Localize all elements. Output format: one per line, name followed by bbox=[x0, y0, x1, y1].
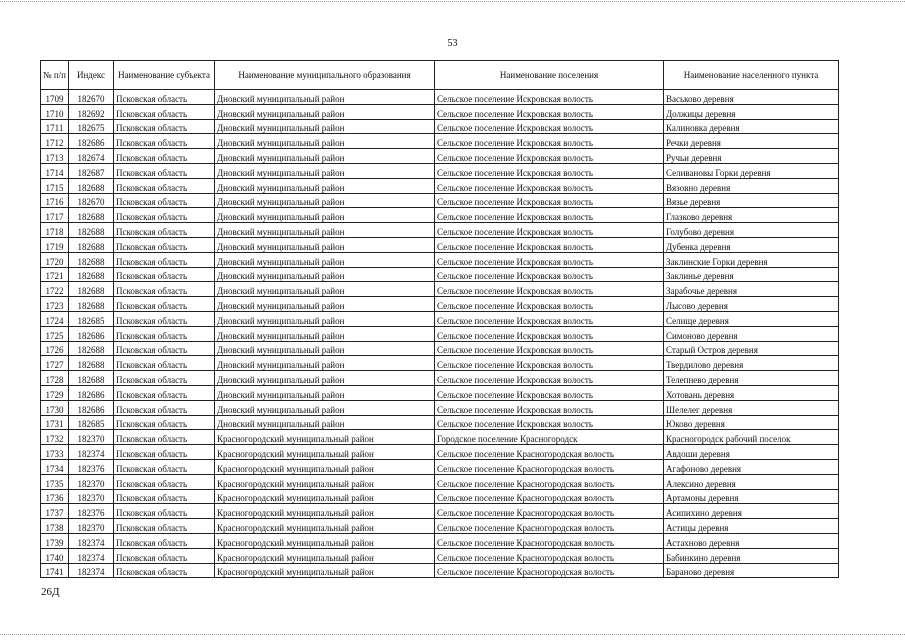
subject-name: Псковская область bbox=[114, 119, 215, 134]
municipality-name: Красногородский муниципальный район bbox=[215, 519, 435, 534]
subject-name: Псковская область bbox=[114, 415, 215, 430]
subject-name: Псковская область bbox=[114, 489, 215, 504]
locality-name: Симоново деревня bbox=[664, 326, 839, 341]
locality-name: Авдоши деревня bbox=[664, 445, 839, 460]
table-row bbox=[41, 371, 839, 386]
row-number: 1724 bbox=[41, 311, 69, 326]
row-number: 1716 bbox=[41, 193, 69, 208]
settlement-name: Сельское поселение Красногородская волость bbox=[435, 519, 664, 534]
subject-name: Псковская область bbox=[114, 104, 215, 119]
postal-index: 182370 bbox=[69, 430, 114, 445]
municipality-name: Дновский муниципальный район bbox=[215, 178, 435, 193]
settlement-name: Сельское поселение Искровская волость bbox=[435, 178, 664, 193]
municipality-name: Дновский муниципальный район bbox=[215, 104, 435, 119]
municipality-name: Дновский муниципальный район bbox=[215, 297, 435, 312]
municipality-name: Красногородский муниципальный район bbox=[215, 548, 435, 563]
locality-name: Хотовань деревня bbox=[664, 385, 839, 400]
settlement-name: Сельское поселение Красногородская волость bbox=[435, 489, 664, 504]
settlement-name: Сельское поселение Искровская волость bbox=[435, 134, 664, 149]
settlement-name: Городское поселение Красногородск bbox=[435, 430, 664, 445]
settlement-name: Сельское поселение Красногородская волость bbox=[435, 563, 664, 578]
settlement-name: Сельское поселение Искровская волость bbox=[435, 163, 664, 178]
municipality-name: Красногородский муниципальный район bbox=[215, 533, 435, 548]
table-row bbox=[41, 400, 839, 415]
subject-name: Псковская область bbox=[114, 149, 215, 164]
row-number: 1731 bbox=[41, 415, 69, 430]
subject-name: Псковская область bbox=[114, 252, 215, 267]
locality-name: Твердилово деревня bbox=[664, 356, 839, 371]
table-row bbox=[41, 356, 839, 371]
row-number: 1729 bbox=[41, 385, 69, 400]
page-number: 53 bbox=[447, 38, 458, 49]
table-row bbox=[41, 341, 839, 356]
subject-name: Псковская область bbox=[114, 267, 215, 282]
table-row bbox=[41, 533, 839, 548]
row-number: 1739 bbox=[41, 533, 69, 548]
postal-index: 182688 bbox=[69, 341, 114, 356]
locality-name: Лысово деревня bbox=[664, 297, 839, 312]
table-row bbox=[41, 489, 839, 504]
locality-name: Васьково деревня bbox=[664, 90, 839, 105]
subject-name: Псковская область bbox=[114, 193, 215, 208]
municipality-name: Дновский муниципальный район bbox=[215, 193, 435, 208]
postal-index: 182670 bbox=[69, 90, 114, 105]
municipality-name: Дновский муниципальный район bbox=[215, 119, 435, 134]
subject-name: Псковская область bbox=[114, 371, 215, 386]
postal-index: 182686 bbox=[69, 326, 114, 341]
postal-index: 182688 bbox=[69, 297, 114, 312]
locality-name: Асипихино деревня bbox=[664, 504, 839, 519]
municipality-name: Дновский муниципальный район bbox=[215, 356, 435, 371]
locality-name: Зарабочье деревня bbox=[664, 282, 839, 297]
municipality-name: Красногородский муниципальный район bbox=[215, 445, 435, 460]
table-row bbox=[41, 104, 839, 119]
locality-name: Вязье деревня bbox=[664, 193, 839, 208]
row-number: 1738 bbox=[41, 519, 69, 534]
municipality-name: Дновский муниципальный район bbox=[215, 90, 435, 105]
subject-name: Псковская область bbox=[114, 459, 215, 474]
row-number: 1736 bbox=[41, 489, 69, 504]
row-number: 1741 bbox=[41, 563, 69, 578]
postal-index: 182688 bbox=[69, 223, 114, 238]
scan-edge-top bbox=[0, 1, 905, 2]
locality-name: Голубово деревня bbox=[664, 223, 839, 238]
locality-name: Селище деревня bbox=[664, 311, 839, 326]
row-number: 1721 bbox=[41, 267, 69, 282]
postal-index: 182688 bbox=[69, 252, 114, 267]
locality-name: Старый Остров деревня bbox=[664, 341, 839, 356]
locality-name: Астицы деревня bbox=[664, 519, 839, 534]
settlement-name: Сельское поселение Красногородская волость bbox=[435, 459, 664, 474]
subject-name: Псковская область bbox=[114, 400, 215, 415]
postal-index: 182674 bbox=[69, 149, 114, 164]
municipality-name: Дновский муниципальный район bbox=[215, 371, 435, 386]
subject-name: Псковская область bbox=[114, 519, 215, 534]
locality-name: Алексино деревня bbox=[664, 474, 839, 489]
settlement-name: Сельское поселение Искровская волость bbox=[435, 297, 664, 312]
settlement-name: Сельское поселение Красногородская волость bbox=[435, 474, 664, 489]
locality-name: Шелелег деревня bbox=[664, 400, 839, 415]
subject-name: Псковская область bbox=[114, 208, 215, 223]
table-row bbox=[41, 208, 839, 223]
subject-name: Псковская область bbox=[114, 548, 215, 563]
header-index: Индекс bbox=[69, 61, 114, 90]
municipality-name: Дновский муниципальный район bbox=[215, 237, 435, 252]
municipality-name: Дновский муниципальный район bbox=[215, 311, 435, 326]
subject-name: Псковская область bbox=[114, 326, 215, 341]
postal-index: 182692 bbox=[69, 104, 114, 119]
municipality-name: Красногородский муниципальный район bbox=[215, 489, 435, 504]
locality-name: Бараново деревня bbox=[664, 563, 839, 578]
postal-index: 182686 bbox=[69, 385, 114, 400]
municipality-name: Красногородский муниципальный район bbox=[215, 430, 435, 445]
municipality-name: Красногородский муниципальный район bbox=[215, 459, 435, 474]
row-number: 1712 bbox=[41, 134, 69, 149]
postal-index: 182675 bbox=[69, 119, 114, 134]
subject-name: Псковская область bbox=[114, 533, 215, 548]
locality-name: Глазково деревня bbox=[664, 208, 839, 223]
locality-name: Ручьи деревня bbox=[664, 149, 839, 164]
table-header bbox=[41, 61, 839, 90]
settlement-name: Сельское поселение Искровская волость bbox=[435, 252, 664, 267]
row-number: 1713 bbox=[41, 149, 69, 164]
table-row bbox=[41, 504, 839, 519]
postal-index: 182370 bbox=[69, 474, 114, 489]
locality-name: Агафоново деревня bbox=[664, 459, 839, 474]
settlement-name: Сельское поселение Искровская волость bbox=[435, 193, 664, 208]
locality-name: Калиновка деревня bbox=[664, 119, 839, 134]
header-row bbox=[41, 61, 839, 90]
row-number: 1717 bbox=[41, 208, 69, 223]
row-number: 1710 bbox=[41, 104, 69, 119]
table-row bbox=[41, 282, 839, 297]
postal-index: 182688 bbox=[69, 178, 114, 193]
settlement-name: Сельское поселение Искровская волость bbox=[435, 400, 664, 415]
table-row bbox=[41, 134, 839, 149]
postal-index: 182688 bbox=[69, 371, 114, 386]
row-number: 1722 bbox=[41, 282, 69, 297]
locality-name: Речки деревня bbox=[664, 134, 839, 149]
postal-index: 182376 bbox=[69, 459, 114, 474]
municipality-name: Красногородский муниципальный район bbox=[215, 504, 435, 519]
municipality-name: Дновский муниципальный район bbox=[215, 223, 435, 238]
municipality-name: Дновский муниципальный район bbox=[215, 326, 435, 341]
settlement-name: Сельское поселение Искровская волость bbox=[435, 356, 664, 371]
subject-name: Псковская область bbox=[114, 356, 215, 371]
settlement-register-table bbox=[40, 60, 839, 578]
subject-name: Псковская область bbox=[114, 311, 215, 326]
locality-name: Юково деревня bbox=[664, 415, 839, 430]
subject-name: Псковская область bbox=[114, 223, 215, 238]
subject-name: Псковская область bbox=[114, 282, 215, 297]
row-number: 1735 bbox=[41, 474, 69, 489]
settlement-name: Сельское поселение Искровская волость bbox=[435, 149, 664, 164]
settlement-name: Сельское поселение Искровская волость bbox=[435, 119, 664, 134]
subject-name: Псковская область bbox=[114, 178, 215, 193]
table-row bbox=[41, 193, 839, 208]
header-settlement: Наименование поселения bbox=[435, 61, 664, 90]
row-number: 1732 bbox=[41, 430, 69, 445]
settlement-name: Сельское поселение Красногородская волость bbox=[435, 548, 664, 563]
table-row bbox=[41, 326, 839, 341]
settlement-name: Сельское поселение Искровская волость bbox=[435, 371, 664, 386]
settlement-name: Сельское поселение Искровская волость bbox=[435, 282, 664, 297]
table-row bbox=[41, 223, 839, 238]
row-number: 1734 bbox=[41, 459, 69, 474]
locality-name: Заклинье деревня bbox=[664, 267, 839, 282]
settlement-name: Сельское поселение Искровская волость bbox=[435, 223, 664, 238]
subject-name: Псковская область bbox=[114, 90, 215, 105]
subject-name: Псковская область bbox=[114, 474, 215, 489]
settlement-name: Сельское поселение Искровская волость bbox=[435, 104, 664, 119]
locality-name: Должицы деревня bbox=[664, 104, 839, 119]
row-number: 1719 bbox=[41, 237, 69, 252]
municipality-name: Дновский муниципальный район bbox=[215, 134, 435, 149]
row-number: 1727 bbox=[41, 356, 69, 371]
settlement-name: Сельское поселение Искровская волость bbox=[435, 208, 664, 223]
subject-name: Псковская область bbox=[114, 237, 215, 252]
settlement-name: Сельское поселение Красногородская волость bbox=[435, 445, 664, 460]
postal-index: 182685 bbox=[69, 311, 114, 326]
settlement-name: Сельское поселение Искровская волость bbox=[435, 415, 664, 430]
table-row bbox=[41, 178, 839, 193]
locality-name: Телепнево деревня bbox=[664, 371, 839, 386]
table-row bbox=[41, 459, 839, 474]
row-number: 1718 bbox=[41, 223, 69, 238]
table-row bbox=[41, 311, 839, 326]
settlement-name: Сельское поселение Искровская волость bbox=[435, 385, 664, 400]
postal-index: 182688 bbox=[69, 356, 114, 371]
postal-index: 182370 bbox=[69, 489, 114, 504]
municipality-name: Дновский муниципальный район bbox=[215, 252, 435, 267]
postal-index: 182686 bbox=[69, 134, 114, 149]
municipality-name: Дновский муниципальный район bbox=[215, 415, 435, 430]
municipality-name: Дновский муниципальный район bbox=[215, 208, 435, 223]
subject-name: Псковская область bbox=[114, 163, 215, 178]
postal-index: 182374 bbox=[69, 533, 114, 548]
table-row bbox=[41, 474, 839, 489]
postal-index: 182376 bbox=[69, 504, 114, 519]
settlement-name: Сельское поселение Красногородская волость bbox=[435, 504, 664, 519]
municipality-name: Дновский муниципальный район bbox=[215, 385, 435, 400]
postal-index: 182370 bbox=[69, 519, 114, 534]
municipality-name: Дновский муниципальный район bbox=[215, 282, 435, 297]
header-subject: Наименование субъекта bbox=[114, 61, 215, 90]
subject-name: Псковская область bbox=[114, 341, 215, 356]
settlement-name: Сельское поселение Искровская волость bbox=[435, 311, 664, 326]
postal-index: 182688 bbox=[69, 208, 114, 223]
locality-name: Артамоны деревня bbox=[664, 489, 839, 504]
locality-name: Астахново деревня bbox=[664, 533, 839, 548]
subject-name: Псковская область bbox=[114, 430, 215, 445]
subject-name: Псковская область bbox=[114, 385, 215, 400]
postal-index: 182687 bbox=[69, 163, 114, 178]
locality-name: Бабинкино деревня bbox=[664, 548, 839, 563]
row-number: 1715 bbox=[41, 178, 69, 193]
row-number: 1714 bbox=[41, 163, 69, 178]
locality-name: Красногородск рабочий поселок bbox=[664, 430, 839, 445]
table-row bbox=[41, 519, 839, 534]
table-row bbox=[41, 415, 839, 430]
municipality-name: Красногородский муниципальный район bbox=[215, 563, 435, 578]
postal-index: 182670 bbox=[69, 193, 114, 208]
settlement-name: Сельское поселение Искровская волость bbox=[435, 90, 664, 105]
row-number: 1737 bbox=[41, 504, 69, 519]
table-row bbox=[41, 385, 839, 400]
table-row bbox=[41, 430, 839, 445]
table-row bbox=[41, 563, 839, 578]
table-row bbox=[41, 237, 839, 252]
table-row bbox=[41, 445, 839, 460]
settlement-name: Сельское поселение Красногородская волость bbox=[435, 533, 664, 548]
table-row bbox=[41, 267, 839, 282]
locality-name: Селивановы Горки деревня bbox=[664, 163, 839, 178]
municipality-name: Дновский муниципальный район bbox=[215, 163, 435, 178]
municipality-name: Дновский муниципальный район bbox=[215, 267, 435, 282]
row-number: 1726 bbox=[41, 341, 69, 356]
postal-index: 182688 bbox=[69, 237, 114, 252]
table-row bbox=[41, 297, 839, 312]
footer-mark: 26Д bbox=[41, 586, 60, 598]
locality-name: Дубенка деревня bbox=[664, 237, 839, 252]
table-row bbox=[41, 252, 839, 267]
subject-name: Псковская область bbox=[114, 134, 215, 149]
table-row bbox=[41, 90, 839, 105]
table-body bbox=[41, 90, 839, 578]
header-municipality: Наименование муниципального образования bbox=[215, 61, 435, 90]
municipality-name: Дновский муниципальный район bbox=[215, 149, 435, 164]
row-number: 1709 bbox=[41, 90, 69, 105]
settlement-name: Сельское поселение Искровская волость bbox=[435, 267, 664, 282]
subject-name: Псковская область bbox=[114, 297, 215, 312]
settlement-name: Сельское поселение Искровская волость bbox=[435, 237, 664, 252]
row-number: 1723 bbox=[41, 297, 69, 312]
municipality-name: Дновский муниципальный район bbox=[215, 400, 435, 415]
locality-name: Вязовно деревня bbox=[664, 178, 839, 193]
row-number: 1711 bbox=[41, 119, 69, 134]
locality-name: Заклинские Горки деревня bbox=[664, 252, 839, 267]
row-number: 1720 bbox=[41, 252, 69, 267]
header-num: № п/п bbox=[41, 61, 69, 90]
postal-index: 182374 bbox=[69, 548, 114, 563]
municipality-name: Дновский муниципальный район bbox=[215, 341, 435, 356]
postal-index: 182374 bbox=[69, 563, 114, 578]
postal-index: 182688 bbox=[69, 282, 114, 297]
table-row bbox=[41, 149, 839, 164]
postal-index: 182686 bbox=[69, 400, 114, 415]
table-row bbox=[41, 548, 839, 563]
row-number: 1740 bbox=[41, 548, 69, 563]
row-number: 1730 bbox=[41, 400, 69, 415]
settlement-name: Сельское поселение Искровская волость bbox=[435, 326, 664, 341]
postal-index: 182688 bbox=[69, 267, 114, 282]
postal-index: 182685 bbox=[69, 415, 114, 430]
row-number: 1728 bbox=[41, 371, 69, 386]
subject-name: Псковская область bbox=[114, 445, 215, 460]
table-row bbox=[41, 163, 839, 178]
municipality-name: Красногородский муниципальный район bbox=[215, 474, 435, 489]
subject-name: Псковская область bbox=[114, 563, 215, 578]
settlement-name: Сельское поселение Искровская волость bbox=[435, 341, 664, 356]
scan-edge-bottom bbox=[0, 634, 905, 635]
row-number: 1725 bbox=[41, 326, 69, 341]
row-number: 1733 bbox=[41, 445, 69, 460]
header-locality: Наименование населенного пункта bbox=[664, 61, 839, 90]
subject-name: Псковская область bbox=[114, 504, 215, 519]
postal-index: 182374 bbox=[69, 445, 114, 460]
table-row bbox=[41, 119, 839, 134]
